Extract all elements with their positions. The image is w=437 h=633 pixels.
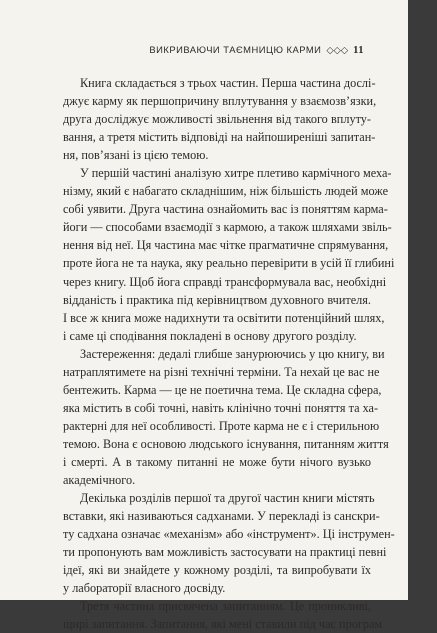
text-line: Третя частина присвячена запитанням. Це проникливі,	[80, 599, 371, 614]
text-line: йоги — способами взаємодії з кармою, а також шляхами звіль-	[63, 220, 392, 235]
text-line: вання, а третя містить відповіді на найпоширеніші запитан-	[63, 130, 376, 145]
text-line: бентежить. Карма — це не поетична тема. Це складна сфера,	[63, 382, 382, 397]
page-number: 11	[353, 45, 364, 56]
text-line: нізму, який є набагато складнішим, ніж більшість людей може	[63, 184, 389, 199]
text-line: друга досліджує можливості звільнення від такого вплуту-	[63, 112, 371, 127]
text-line: яка містить в собі точні, навіть клінічно точні поняття та ха-	[63, 400, 379, 415]
text-line: темою. Вона є основою людського існування, питанням життя	[63, 436, 389, 451]
paragraph-sadhanas	[46, 489, 395, 597]
text-line: через книгу. Щоб йога справді трансформувала вас, необхідні	[63, 274, 387, 289]
text-line: рактерні для неї особливості. Проте карма не є і стерильною	[63, 418, 380, 433]
text-line: щирі запитання. Запитання, які мені ставили під час програм	[63, 617, 383, 632]
text-line: ту садхана означає «механізм» або «інструмент». Ці інструмен-	[63, 527, 395, 542]
text-line: вставки, які називаються садханами. У перекладі із санскри-	[63, 509, 380, 524]
text-line: ти пропонують вам можливість застосувати на практиці певні	[63, 545, 387, 560]
text-line: і саме ці сподівання покладені в основу другого розділу.	[63, 328, 357, 343]
paragraph-intro	[46, 74, 377, 164]
text-line: відданість і практика під керівництвом духовного вчителя.	[63, 292, 371, 307]
text-line: академічного.	[63, 473, 136, 488]
text-line: ідеї, які ви знайдете у кожному розділі, та випробувати їх	[63, 563, 371, 578]
text-line: ня, пов’язані із цією темою.	[63, 148, 209, 163]
paragraph-part-one	[46, 164, 395, 344]
text-line: У першій частині аналізую хитре плетиво кармічного меха-	[80, 166, 392, 181]
running-head	[0, 44, 364, 56]
text-line: собі уявити. Друга частина ознайомить вас із поняттям карма-	[63, 202, 388, 217]
text-line: Застереження: дедалі глибше занурюючись у цю книгу, ви	[80, 346, 385, 361]
text-line: натраплятимете на різні технічні терміни. Та нехай це вас не	[63, 364, 380, 379]
text-line: джує карму як першопричину вплутування у взаємозв’язки,	[63, 94, 377, 109]
running-head-title: ВИКРИВАЮЧИ ТАЄМНИЦЮ КАРМИ	[149, 44, 322, 55]
text-line: проте йога не та наука, яку реально перевірити в усій її глибині	[63, 256, 395, 271]
text-line: Декілька розділів першої та другої частин книги містять	[80, 491, 375, 506]
diamond-ornament-icon: ◇◇◇	[326, 44, 349, 55]
text-line: у лабораторії власного досвіду.	[63, 581, 226, 596]
text-line: Книга складається з трьох частин. Перша частина дослі-	[80, 76, 376, 90]
paragraph-warning	[46, 345, 389, 489]
text-line: нення від неї. Ця частина має чітке прагматичне спрямування,	[63, 238, 389, 253]
text-line: і смерті. А в такому питанні не може бути нічого вузько	[63, 454, 371, 469]
text-line: І все ж книга може надихнути та освітити потенційний шлях,	[63, 310, 385, 325]
paragraph-part-three	[46, 597, 383, 633]
body-text	[46, 74, 395, 633]
